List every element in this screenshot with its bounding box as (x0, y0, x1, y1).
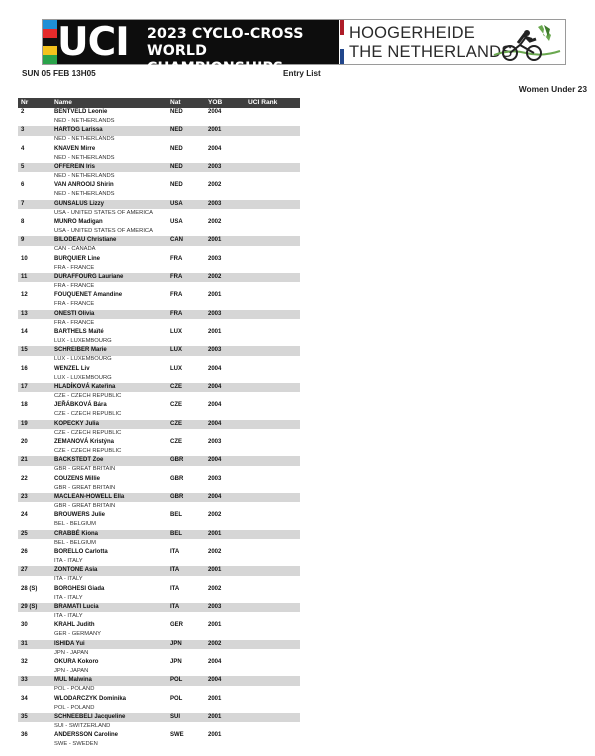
rider-name: DURAFFOURG Lauriane (54, 273, 124, 280)
rider-year-of-birth: 2001 (208, 530, 222, 537)
rider-country: CAN - CANADA (54, 246, 96, 253)
table-row (18, 200, 300, 218)
rider-nationality: BEL (170, 512, 182, 519)
rider-country: JPN - JAPAN (54, 649, 89, 656)
rider-number: 10 (21, 255, 28, 262)
table-row (18, 145, 300, 163)
rider-nationality: LUX (170, 328, 182, 335)
table-row (18, 126, 300, 144)
rider-year-of-birth: 2004 (208, 365, 222, 372)
rider-year-of-birth: 2001 (208, 695, 222, 702)
table-row (18, 713, 300, 731)
rider-country: POL - POLAND (54, 686, 95, 693)
rider-nationality: GBR (170, 493, 184, 500)
column-header-uci-rank: UCI Rank (248, 99, 278, 106)
rider-name: COUZENS Millie (54, 475, 101, 482)
host-location (349, 24, 512, 61)
table-row (18, 383, 300, 401)
rider-nationality: USA (170, 200, 183, 207)
rider-nationality: LUX (170, 365, 182, 372)
rider-nationality: GER (170, 622, 184, 629)
column-header-nr: Nr (21, 99, 29, 106)
rider-year-of-birth: 2004 (208, 677, 222, 684)
uci-rainbow-stripes (43, 20, 57, 64)
rider-number: 11 (21, 273, 28, 280)
table-row (18, 401, 300, 419)
rider-name: BILODEAU Christiane (54, 237, 117, 244)
rider-year-of-birth: 2004 (208, 493, 222, 500)
rider-name: SCHNEEBELI Jacqueline (54, 713, 126, 720)
rider-year-of-birth: 2003 (208, 438, 222, 445)
rider-number: 5 (21, 163, 25, 170)
table-row (18, 181, 300, 199)
rider-name: HLADÍKOVÁ Kateřina (54, 383, 116, 390)
rider-year-of-birth: 2003 (208, 475, 222, 482)
rider-nationality: NED (170, 109, 183, 115)
rider-year-of-birth: 2003 (208, 310, 222, 317)
rider-year-of-birth: 2003 (208, 163, 222, 170)
rider-name: BENTVELD Leonie (54, 109, 108, 115)
entry-list-table (18, 98, 300, 749)
table-row (18, 218, 300, 236)
rider-name: MUL Malwina (54, 677, 92, 684)
rider-country: CZE - CZECH REPUBLIC (54, 392, 122, 399)
rider-number: 29 (S) (21, 603, 38, 610)
rider-number: 7 (21, 200, 25, 207)
rider-country: FRA - FRANCE (54, 282, 95, 289)
rider-number: 3 (21, 127, 25, 134)
table-row (18, 603, 300, 621)
event-title-line1: 2023 CYCLO-CROSS (147, 26, 304, 42)
table-row (18, 621, 300, 639)
rider-number: 2 (21, 109, 25, 115)
rider-name: GUNSALUS Lizzy (54, 200, 105, 207)
table-row (18, 493, 300, 511)
rider-number: 14 (21, 328, 28, 335)
rider-nationality: ITA (170, 585, 180, 592)
rider-nationality: FRA (170, 292, 183, 299)
rider-country: FRA - FRANCE (54, 319, 95, 326)
rider-name: ZONTONE Asia (54, 567, 98, 574)
rider-country: CZE - CZECH REPUBLIC (54, 429, 122, 436)
rider-name: BROUWERS Julie (54, 512, 106, 519)
rider-country: NED - NETHERLANDS (54, 154, 115, 161)
table-row (18, 511, 300, 529)
rider-year-of-birth: 2001 (208, 567, 222, 574)
dutch-flag-stripe (340, 20, 344, 64)
rider-year-of-birth: 2001 (208, 622, 222, 629)
document-type: Entry List (283, 69, 321, 78)
host-block (339, 20, 565, 64)
rider-year-of-birth: 2002 (208, 218, 222, 225)
rider-name: BORELLO Carlotta (54, 548, 108, 555)
rider-number: 28 (S) (21, 585, 38, 592)
rider-country: LUX - LUXEMBOURG (54, 337, 112, 344)
rider-nationality: NED (170, 127, 183, 134)
event-title-line2: WORLD CHAMPIONSHIPS (147, 43, 284, 76)
table-row (18, 456, 300, 474)
rider-nationality: CZE (170, 402, 182, 409)
rider-name: OFFEREIN Iris (54, 163, 96, 170)
rider-country: USA - UNITED STATES OF AMERICA (54, 209, 153, 216)
table-row (18, 291, 300, 309)
rider-name: SCHREIBER Marie (54, 347, 107, 354)
rider-country: GER - GERMANY (54, 631, 102, 638)
rider-country: FRA - FRANCE (54, 264, 95, 271)
rider-year-of-birth: 2001 (208, 127, 222, 134)
race-date: SUN 05 FEB 13H05 (22, 69, 96, 78)
rider-year-of-birth: 2002 (208, 182, 222, 189)
rider-country: BEL - BELGIUM (54, 521, 96, 528)
rider-nationality: POL (170, 695, 183, 702)
rider-name: ONESTI Olivia (54, 310, 95, 317)
rider-year-of-birth: 2002 (208, 548, 222, 555)
rider-year-of-birth: 2004 (208, 109, 222, 115)
host-country: THE NETHERLANDS (349, 42, 513, 61)
table-row (18, 731, 300, 749)
rider-number: 16 (21, 365, 28, 372)
rider-nationality: JPN (170, 658, 182, 665)
table-row (18, 548, 300, 566)
rider-nationality: CAN (170, 237, 183, 244)
rider-country: USA - UNITED STATES OF AMERICA (54, 227, 153, 234)
rider-number: 13 (21, 310, 28, 317)
rider-year-of-birth: 2004 (208, 145, 222, 152)
rider-name: ISHIDA Yui (54, 640, 85, 647)
rider-nationality: BEL (170, 530, 182, 537)
rider-year-of-birth: 2002 (208, 512, 222, 519)
rider-year-of-birth: 2004 (208, 402, 222, 409)
rider-year-of-birth: 2001 (208, 732, 222, 739)
rider-nationality: ITA (170, 567, 180, 574)
rider-nationality: LUX (170, 347, 182, 354)
table-row (18, 640, 300, 658)
rider-number: 15 (21, 347, 28, 354)
table-row (18, 475, 300, 493)
rider-nationality: CZE (170, 420, 182, 427)
table-row (18, 273, 300, 291)
rider-name: KRAHL Judith (54, 622, 95, 629)
rider-number: 32 (21, 658, 28, 665)
rider-number: 22 (21, 475, 28, 482)
rider-name: BRAMATI Lucia (54, 603, 99, 610)
rider-year-of-birth: 2001 (208, 713, 222, 720)
rider-country: GBR - GREAT BRITAIN (54, 502, 116, 509)
rider-name: BURQUIER Line (54, 255, 101, 262)
rider-name: ANDERSSON Caroline (54, 732, 119, 739)
rider-number: 8 (21, 218, 25, 225)
rider-year-of-birth: 2002 (208, 640, 222, 647)
rider-number: 36 (21, 732, 28, 739)
rider-country: ITA - ITALY (54, 612, 83, 619)
table-row (18, 108, 300, 126)
rider-number: 25 (21, 530, 28, 537)
rider-country: LUX - LUXEMBOURG (54, 374, 112, 381)
rider-number: 34 (21, 695, 28, 702)
rider-country: GBR - GREAT BRITAIN (54, 466, 116, 473)
rider-number: 19 (21, 420, 28, 427)
rider-year-of-birth: 2001 (208, 237, 222, 244)
rider-country: NED - NETHERLANDS (54, 118, 115, 124)
rider-name: MACLEAN-HOWELL Ella (54, 493, 125, 500)
rider-number: 20 (21, 438, 28, 445)
rider-nationality: ITA (170, 548, 180, 555)
table-row (18, 328, 300, 346)
rider-country: BEL - BELGIUM (54, 539, 96, 546)
rider-name: JEŘÁBKOVÁ Bára (54, 402, 107, 409)
rider-year-of-birth: 2001 (208, 292, 222, 299)
race-category: Women Under 23 (518, 84, 587, 94)
rider-name: OKURA Kokoro (54, 658, 99, 665)
table-row (18, 420, 300, 438)
table-header (18, 98, 300, 108)
rider-name: VAN ANROOIJ Shirin (54, 182, 114, 189)
rider-country: SUI - SWITZERLAND (54, 722, 111, 729)
table-row (18, 163, 300, 181)
rider-number: 26 (21, 548, 28, 555)
table-row (18, 365, 300, 383)
host-city: HOOGERHEIDE (349, 24, 475, 42)
rider-name: CRABBÉ Kiona (54, 530, 99, 537)
rider-nationality: USA (170, 218, 183, 225)
table-row (18, 236, 300, 254)
rider-number: 12 (21, 292, 28, 299)
column-header-name: Name (54, 99, 72, 106)
rider-number: 18 (21, 402, 28, 409)
rider-year-of-birth: 2002 (208, 273, 222, 280)
table-row (18, 676, 300, 694)
rider-number: 4 (21, 145, 25, 152)
rider-country: ITA - ITALY (54, 594, 83, 601)
rider-number: 30 (21, 622, 28, 629)
rider-year-of-birth: 2003 (208, 200, 222, 207)
rider-name: BARTHELS Maïté (54, 328, 104, 335)
rider-name: KOPECKY Julia (54, 420, 99, 427)
table-row (18, 255, 300, 273)
rider-year-of-birth: 2004 (208, 383, 222, 390)
rider-number: 35 (21, 713, 28, 720)
table-row (18, 438, 300, 456)
table-row (18, 566, 300, 584)
rider-number: 33 (21, 677, 28, 684)
rider-year-of-birth: 2003 (208, 347, 222, 354)
rider-country: SWE - SWEDEN (54, 741, 98, 748)
table-row (18, 310, 300, 328)
rider-country: GBR - GREAT BRITAIN (54, 484, 116, 491)
table-row (18, 530, 300, 548)
rider-country: NED - NETHERLANDS (54, 136, 115, 143)
rider-name: ZEMANOVÁ Kristýna (54, 438, 115, 445)
rider-number: 31 (21, 640, 28, 647)
column-header-nat: Nat (170, 99, 181, 106)
rider-nationality: SWE (170, 732, 184, 739)
rider-number: 17 (21, 383, 28, 390)
rider-country: ITA - ITALY (54, 557, 83, 564)
rider-country: CZE - CZECH REPUBLIC (54, 411, 122, 418)
rider-country: NED - NETHERLANDS (54, 191, 115, 198)
rider-country: CZE - CZECH REPUBLIC (54, 447, 122, 454)
rider-nationality: GBR (170, 475, 184, 482)
rider-year-of-birth: 2004 (208, 457, 222, 464)
rider-name: WLODARCZYK Dominika (54, 695, 126, 702)
rider-country: ITA - ITALY (54, 576, 83, 583)
rider-number: 21 (21, 457, 28, 464)
rider-name: WENZEL Liv (54, 365, 90, 372)
table-row (18, 585, 300, 603)
rider-number: 9 (21, 237, 25, 244)
rider-country: POL - POLAND (54, 704, 95, 711)
cyclist-illustration-icon (490, 23, 562, 63)
rider-nationality: FRA (170, 310, 183, 317)
rider-name: BORGHESI Giada (54, 585, 105, 592)
table-row (18, 658, 300, 676)
rider-name: FOUQUENET Amandine (54, 292, 123, 299)
rider-nationality: CZE (170, 438, 182, 445)
table-row (18, 346, 300, 364)
rider-name: KNAVEN Mirre (54, 145, 96, 152)
rider-number: 27 (21, 567, 28, 574)
rider-nationality: GBR (170, 457, 184, 464)
table-row (18, 695, 300, 713)
rider-number: 24 (21, 512, 28, 519)
rider-name: BACKSTEDT Zoe (54, 457, 104, 464)
rider-number: 23 (21, 493, 28, 500)
rider-nationality: FRA (170, 255, 183, 262)
rider-nationality: SUI (170, 713, 181, 720)
rider-country: FRA - FRANCE (54, 301, 95, 308)
rider-nationality: FRA (170, 273, 183, 280)
rider-nationality: POL (170, 677, 183, 684)
rider-name: HARTOG Larissa (54, 127, 103, 134)
rider-name: MUNRO Madigan (54, 218, 103, 225)
rider-year-of-birth: 2003 (208, 603, 222, 610)
rider-year-of-birth: 2002 (208, 585, 222, 592)
rider-nationality: NED (170, 182, 183, 189)
rider-nationality: CZE (170, 383, 182, 390)
rider-nationality: JPN (170, 640, 182, 647)
rider-year-of-birth: 2004 (208, 658, 222, 665)
rider-year-of-birth: 2004 (208, 420, 222, 427)
rider-nationality: NED (170, 163, 183, 170)
rider-number: 6 (21, 182, 25, 189)
rider-year-of-birth: 2003 (208, 255, 222, 262)
rider-year-of-birth: 2001 (208, 328, 222, 335)
table-body (18, 108, 300, 749)
rider-nationality: NED (170, 145, 183, 152)
uci-logo: UCI (57, 20, 129, 65)
rider-country: LUX - LUXEMBOURG (54, 356, 112, 363)
rider-nationality: ITA (170, 603, 180, 610)
rider-country: JPN - JAPAN (54, 667, 89, 674)
column-header-yob: YOB (208, 99, 223, 106)
rider-country: NED - NETHERLANDS (54, 172, 115, 179)
